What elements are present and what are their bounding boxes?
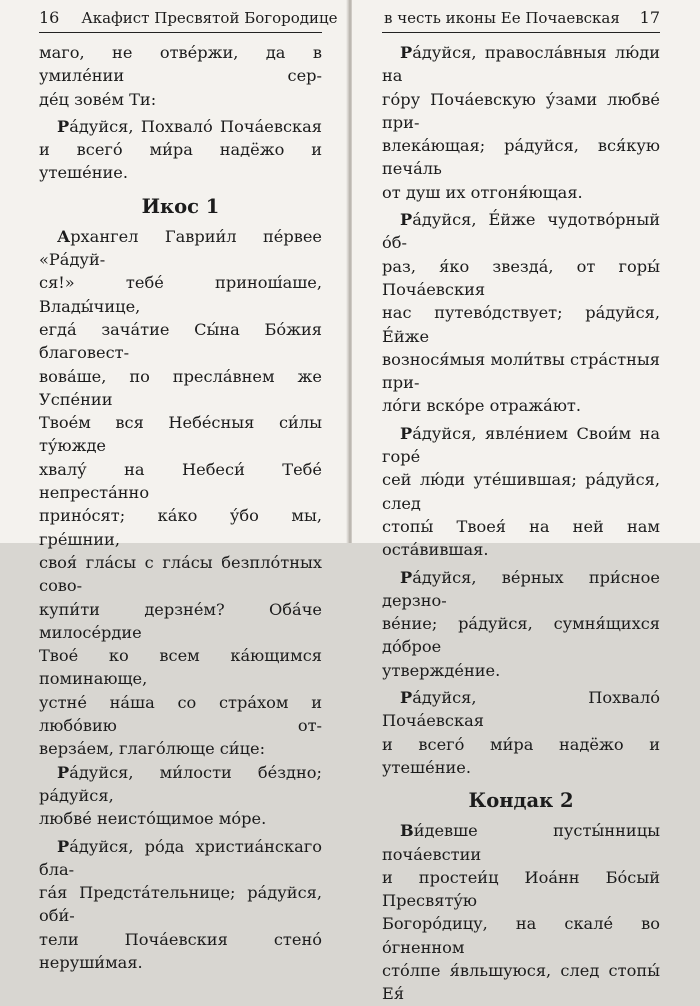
text-line: влека́ющая; ра́дуйся, вся́кую печа́ль — [382, 136, 660, 179]
drop-initial: Р — [400, 688, 413, 708]
text-line: вова́ше, по пресла́внем же Успе́нии — [39, 366, 322, 409]
text-line: ся!» тебе́ принош́аше, Влады́чице, — [39, 273, 322, 316]
text-line: Богоро́дицу, на скале́ во о́гненном — [382, 914, 660, 957]
drop-initial: Р — [400, 210, 413, 230]
text-line: егда́ зача́тие Сы́на Бо́жия благовест- — [39, 319, 322, 363]
running-title: в честь иконы Ее Почаевская — [384, 9, 620, 27]
text-line: утвержде́ние. — [382, 660, 501, 680]
text-line: вознося́мыя моли́твы стра́стныя при- — [382, 349, 660, 393]
drop-initial: Р — [400, 567, 413, 587]
text-line: де́ц зове́м Ти: — [39, 89, 157, 109]
text-line: маго, не отве́ржи, да в умиле́нии сер- — [39, 43, 322, 86]
text-line: своя́ гла́сы с гла́сы безпло́тных сово- — [39, 552, 322, 596]
text-line: Ра́дуйся, правосла́вныя лю́ди на — [382, 43, 660, 86]
text-line: ве́ние; ра́дуйся, сумня́щихся до́брое — [382, 614, 660, 657]
drop-initial: Р — [57, 762, 70, 782]
left-page — [0, 0, 348, 972]
drop-initial: Р — [57, 116, 70, 136]
text-line: ло́ги вско́ре отража́ют. — [382, 396, 582, 416]
text-line: Ра́дуйся, Е́йже чудотво́рный о́б- — [382, 210, 660, 253]
text-line: купи́ти дерзне́м? Оба́че милосе́рдие — [39, 599, 322, 642]
text-line: Твое́м вся Небе́сныя си́лы ту́южде — [39, 413, 322, 456]
section-heading: Кондак 2 — [468, 789, 574, 813]
page-text — [382, 41, 660, 1006]
text-line: прино́сят; ка́ко у́бо мы, гре́шнии, — [39, 506, 322, 549]
text-line: Ра́дуйся, Похвало́ Поча́евская — [57, 116, 322, 136]
text-line: го́ру Поча́евскую у́зами любве́ при- — [382, 89, 660, 132]
text-line: Ви́девше пусты́нницы поча́евстии — [382, 821, 660, 864]
text-line: Архангел Гаврии́л пе́рвее «Ра́дуй- — [39, 226, 322, 270]
running-title: Акафист Пресвятой Богородице — [81, 9, 338, 27]
running-head — [39, 8, 338, 33]
text-line: Ра́дуйся, Похвало́ Поча́евская — [382, 688, 660, 731]
text-line: раз, я́ко звезда́, от горы́ Поча́евския — [382, 256, 660, 299]
text-line: тели Поча́евския стено́ неруши́мая. — [39, 929, 322, 972]
text-line: Ра́дуйся, ве́рных при́сное дерзно- — [382, 567, 660, 610]
text-line: от душ их отгоня́ющая. — [382, 182, 583, 202]
text-line: и простеи́ц Иоа́нн Бо́сый Пресвяту́ю — [382, 867, 660, 911]
text-line: га́я Предста́тельнице; ра́дуйся, оби́- — [39, 883, 322, 926]
text-line: Ра́дуйся, явле́нием Свои́м на горе́ — [382, 423, 660, 467]
page-number: 16 — [39, 8, 60, 27]
section-heading: Икос 1 — [141, 194, 220, 218]
text-line: сей лю́ди уте́шившая; ра́дуйся, след — [382, 470, 660, 513]
page-text — [39, 41, 322, 974]
drop-initial: А — [57, 226, 71, 246]
text-line: сто́лпе я́вльшуюся, след стопы́ Ея́ — [382, 960, 660, 1004]
drop-initial: Р — [400, 43, 413, 62]
text-line: и всего́ ми́ра надёжо и утеше́ние. — [39, 140, 322, 183]
text-line: устне́ на́ша со стра́хом и любо́вию от- — [39, 692, 322, 736]
text-line: и всего́ ми́ра надёжо и утеше́ние. — [382, 734, 660, 777]
text-line: Ра́дуйся, ро́да христиа́нскаго бла- — [39, 836, 322, 879]
text-line: стопы́ Твоея́ на ней нам оста́вившая. — [382, 516, 660, 560]
text-line: Ра́дуйся, ми́лости бе́здно; ра́дуйся, — [39, 762, 322, 805]
page-number: 17 — [639, 8, 660, 27]
text-line: Твое́ ко всем ка́ющимся поминающе, — [39, 646, 322, 689]
drop-initial: Р — [400, 423, 413, 443]
text-line: нас путево́дствует; ра́дуйся, Е́йже — [382, 303, 660, 346]
drop-initial: Р — [57, 836, 70, 856]
text-line: верза́ем, глаго́люще си́це: — [39, 739, 266, 759]
drop-initial: В — [400, 821, 414, 841]
text-line: любве́ неисто́щимое мо́ре. — [39, 809, 267, 829]
right-page — [352, 0, 700, 1004]
text-line: хвалу́ на Небеси́ Тебе́ непреста́нно — [39, 459, 322, 503]
running-head — [382, 8, 660, 33]
